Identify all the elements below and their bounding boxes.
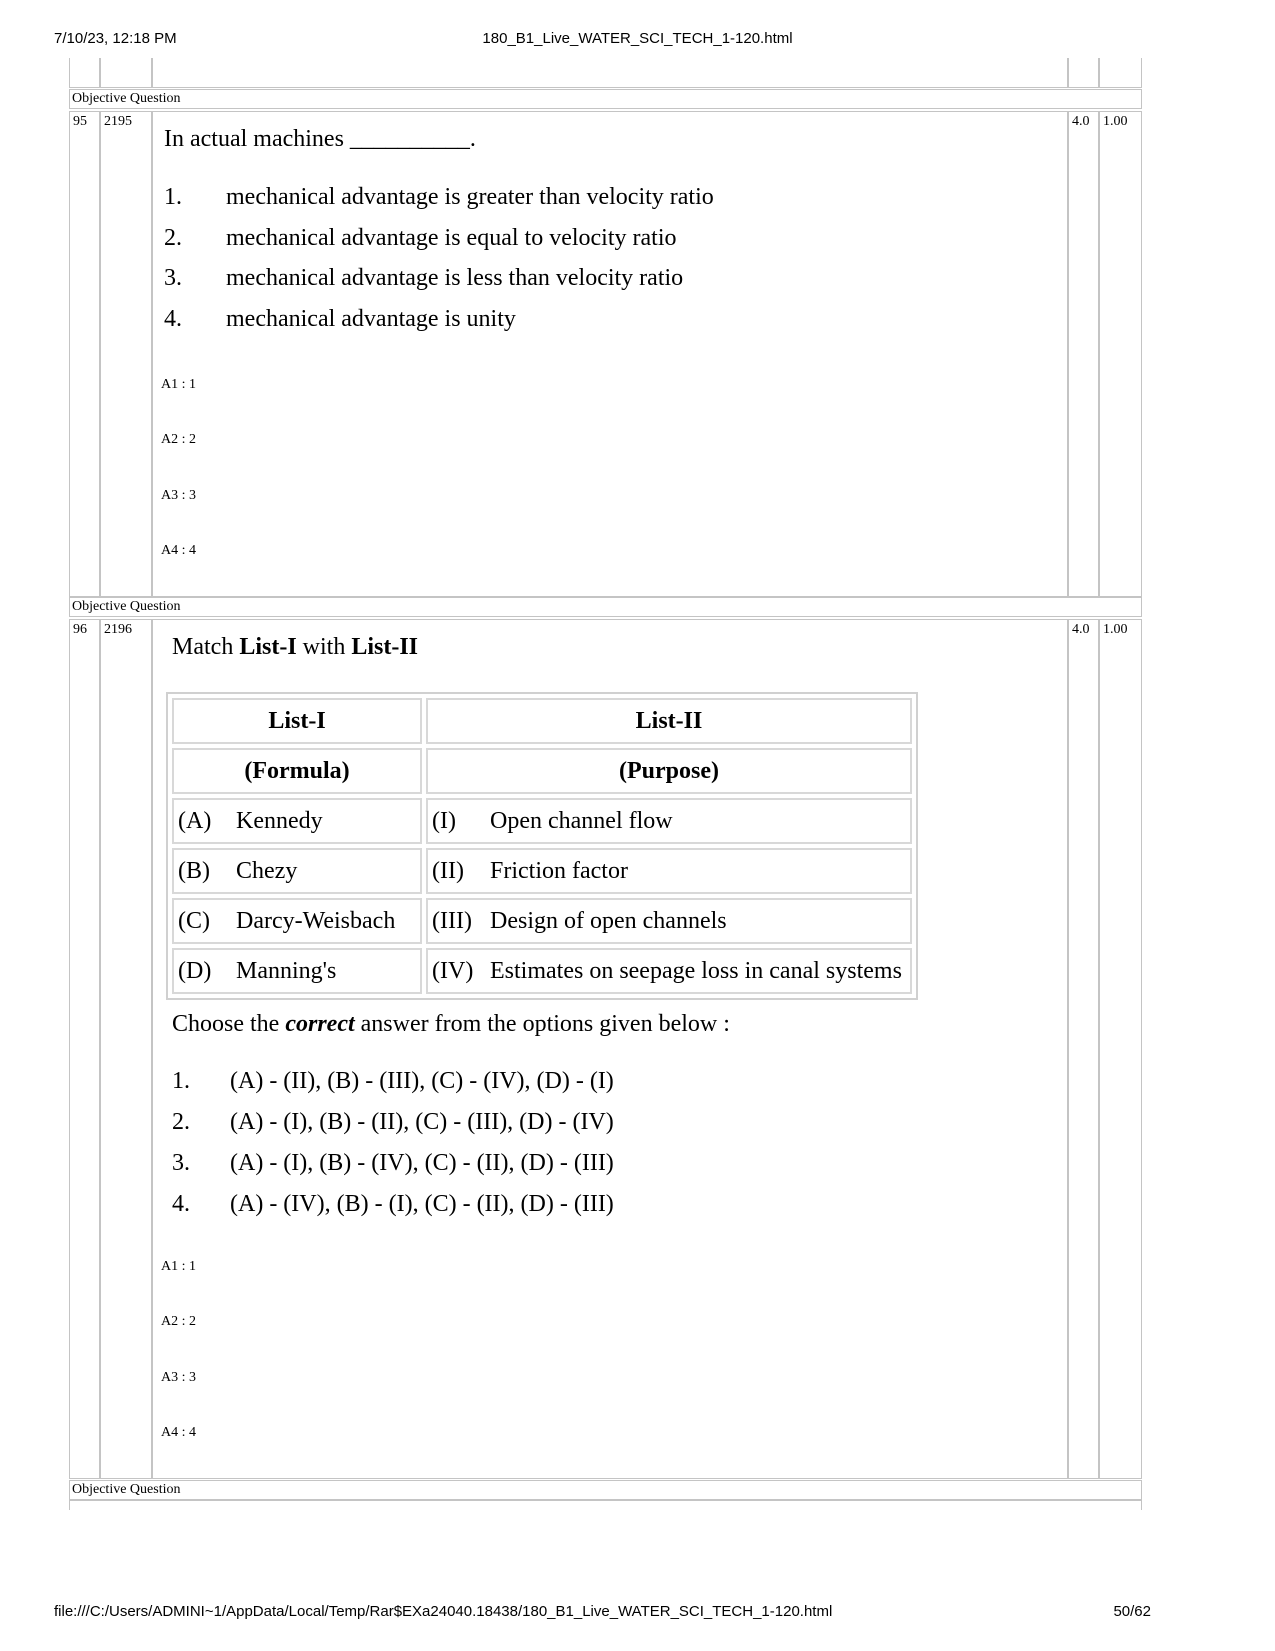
table-row (172, 948, 912, 994)
question-text: In actual machines __________. (164, 126, 476, 152)
question-text-part: with (296, 634, 352, 660)
question-text-part: Match (172, 634, 240, 660)
list-ii-key: (II) (432, 857, 464, 884)
table-row (172, 798, 912, 844)
page-number: 50/62 (1113, 1603, 1151, 1620)
answer-key-2: A2 : 2 (161, 1314, 196, 1329)
table-row (172, 898, 912, 944)
instruction-text (172, 1011, 730, 1038)
option-text: mechanical advantage is greater than velocity ratio (226, 184, 714, 210)
list-i-key: (A) (178, 807, 212, 834)
question-negative-marks: 1.00 (1103, 622, 1128, 637)
option-number: 4. (164, 306, 182, 332)
answer-key-3: A3 : 3 (161, 488, 196, 503)
list-i-value: Chezy (236, 857, 298, 884)
option-text: mechanical advantage is equal to velocity ratio (226, 225, 677, 251)
list-i-value: Manning's (236, 957, 337, 984)
question-serial: 95 (73, 114, 87, 129)
option-number: 1. (172, 1068, 190, 1094)
list-i-subheader: (Formula) (172, 748, 422, 794)
question-id: 2195 (104, 114, 132, 129)
question-text-bold: List-I (239, 634, 297, 660)
list-i-key: (D) (178, 957, 212, 984)
table-row (172, 848, 912, 894)
option-number: 2. (164, 225, 182, 251)
section-label: Objective Question (69, 89, 1142, 109)
option-text: (A) - (II), (B) - (III), (C) - (IV), (D) - (I) (230, 1068, 614, 1094)
list-ii-value: Design of open channels (490, 907, 727, 934)
print-title: 180_B1_Live_WATER_SCI_TECH_1-120.html (482, 30, 793, 47)
question-marks: 4.0 (1072, 114, 1090, 129)
next-row-fragment (69, 1500, 1142, 1510)
list-i-header: List-I (172, 698, 422, 744)
option-text: (A) - (I), (B) - (IV), (C) - (II), (D) - (III) (230, 1150, 614, 1176)
instruction-part: Choose the (172, 1011, 286, 1037)
list-ii-value: Open channel flow (490, 807, 673, 834)
option-number: 2. (172, 1109, 190, 1135)
list-i-key: (B) (178, 857, 210, 884)
option-text: (A) - (IV), (B) - (I), (C) - (II), (D) - (III) (230, 1191, 614, 1217)
question-text (172, 634, 418, 661)
match-list-table (166, 692, 918, 1000)
question-text-bold: List-II (351, 634, 419, 660)
answer-key-3: A3 : 3 (161, 1370, 196, 1385)
answer-key-4: A4 : 4 (161, 543, 196, 558)
list-ii-value: Friction factor (490, 857, 628, 884)
option-number: 1. (164, 184, 182, 210)
list-ii-key: (IV) (432, 957, 474, 984)
question-marks: 4.0 (1072, 622, 1090, 637)
instruction-emphasis: correct (285, 1011, 355, 1037)
question-negative-marks: 1.00 (1103, 114, 1128, 129)
print-datetime: 7/10/23, 12:18 PM (54, 30, 177, 47)
option-text: (A) - (I), (B) - (II), (C) - (III), (D) - (IV) (230, 1109, 614, 1135)
option-number: 3. (164, 265, 182, 291)
option-text: mechanical advantage is unity (226, 306, 516, 332)
list-i-value: Darcy-Weisbach (236, 907, 396, 934)
print-file-path: file:///C:/Users/ADMINI~1/AppData/Local/Temp/Rar$EXa24040.18438/180_B1_Live_WATER_SCI_TECH_1-120.html (54, 1603, 833, 1620)
option-number: 3. (172, 1150, 190, 1176)
list-ii-key: (III) (432, 907, 472, 934)
answer-key-1: A1 : 1 (161, 1259, 196, 1274)
list-i-value: Kennedy (236, 807, 323, 834)
answer-key-4: A4 : 4 (161, 1425, 196, 1440)
list-ii-header: List-II (426, 698, 912, 744)
question-serial: 96 (73, 622, 87, 637)
section-label: Objective Question (69, 597, 1142, 617)
instruction-part: answer from the options given below : (354, 1011, 730, 1037)
list-i-key: (C) (178, 907, 210, 934)
option-number: 4. (172, 1191, 190, 1217)
question-id: 2196 (104, 622, 132, 637)
list-ii-value: Estimates on seepage loss in canal systems (490, 957, 902, 984)
answer-key-1: A1 : 1 (161, 377, 196, 392)
list-ii-key: (I) (432, 807, 456, 834)
list-ii-subheader: (Purpose) (426, 748, 912, 794)
section-label: Objective Question (69, 1480, 1142, 1500)
option-text: mechanical advantage is less than velocity ratio (226, 265, 684, 291)
answer-key-2: A2 : 2 (161, 432, 196, 447)
